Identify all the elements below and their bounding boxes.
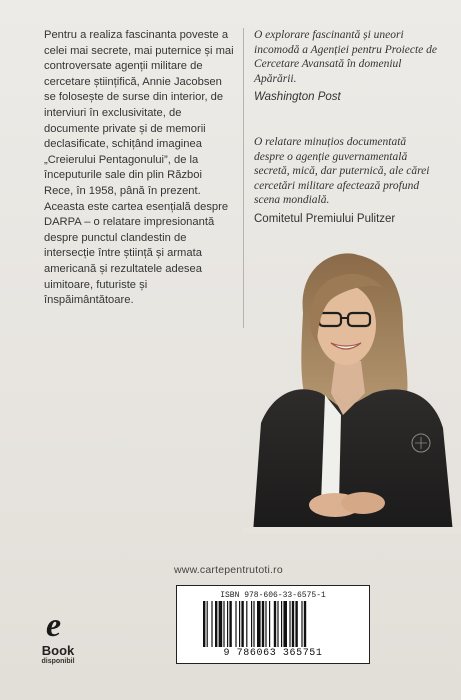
barcode-bar [289, 601, 290, 647]
ebook-available-logo [34, 608, 82, 665]
ebook-label: Book [41, 643, 75, 658]
barcode-bar [292, 601, 294, 647]
barcode-bar [241, 601, 243, 647]
barcode-bar [281, 601, 282, 647]
barcode-bar [251, 601, 252, 647]
review-quote-source: Comitetul Premiului Pulitzer [254, 212, 396, 225]
barcode-bar [295, 601, 297, 647]
barcode-bar [257, 601, 261, 647]
barcode-bar [304, 601, 306, 647]
review-quote-text: O relatare minuțios documentată despre o agenție guvernamentală secretă, mică, dar puternică, ale cărei cercetări militare afectează profund scena mondială. [254, 136, 430, 207]
barcode-number: 9 786063 365751 [223, 648, 323, 659]
barcode-bar [301, 601, 302, 647]
barcode-bar [283, 601, 287, 647]
barcode-bar [262, 601, 264, 647]
barcode-bar [253, 601, 254, 647]
barcode-bar [277, 601, 278, 647]
svg-text:e: e [46, 608, 62, 642]
barcode-bar [215, 601, 217, 647]
barcode-bar [211, 601, 212, 647]
barcode-bar [269, 601, 270, 647]
barcode-bar [265, 601, 266, 647]
barcode-bar [274, 601, 276, 647]
barcode-bar [229, 601, 231, 647]
barcode-bar [203, 601, 205, 647]
barcode-bar [207, 601, 208, 647]
barcode-bars [203, 601, 353, 647]
barcode-bar [246, 601, 247, 647]
description-blurb [44, 28, 234, 309]
isbn-barcode [176, 585, 370, 664]
description-text: Pentru a realiza fascinanta poveste a celei mai secrete, mai puternice și mai controversate agenții militare de cercetare științifică, Annie Jacobsen se folosește de surse din interior, de interviuri în exclusivitate, de documente private și de memorii declasificate, schițând imaginea „Creierului Pentagonului”, de la începuturile sale din plin Război Rece, în 1958, până în prezent. Aceasta este cartea esențială despre DARPA – o relatare impresionantă despre punctul clandestin de intersecție între știință și armata americană și rezultatele adesea uimitoare, futuriste și înspăimântătoare. [44, 29, 234, 307]
barcode-bar [239, 601, 240, 647]
isbn-text: ISBN 978-606-33-6575-1 [220, 591, 326, 600]
barcode-bar [219, 601, 223, 647]
ebook-e-icon [38, 608, 78, 642]
barcode-bar [235, 601, 236, 647]
review-quote-source: Washington Post [254, 91, 341, 104]
review-quote-2 [254, 135, 439, 227]
publisher-website: www.cartepentrutoti.ro [174, 564, 283, 576]
review-quote-1 [254, 28, 439, 105]
barcode-bar [227, 601, 228, 647]
author-photo [243, 243, 461, 533]
ebook-sub-label: disponibil [41, 658, 75, 665]
review-quote-text: O explorare fascinantă și uneori incomodă a Agenției pentru Proiecte de Cercetare Avansată în domeniul Apărării. [254, 29, 437, 85]
barcode-bar [223, 601, 224, 647]
